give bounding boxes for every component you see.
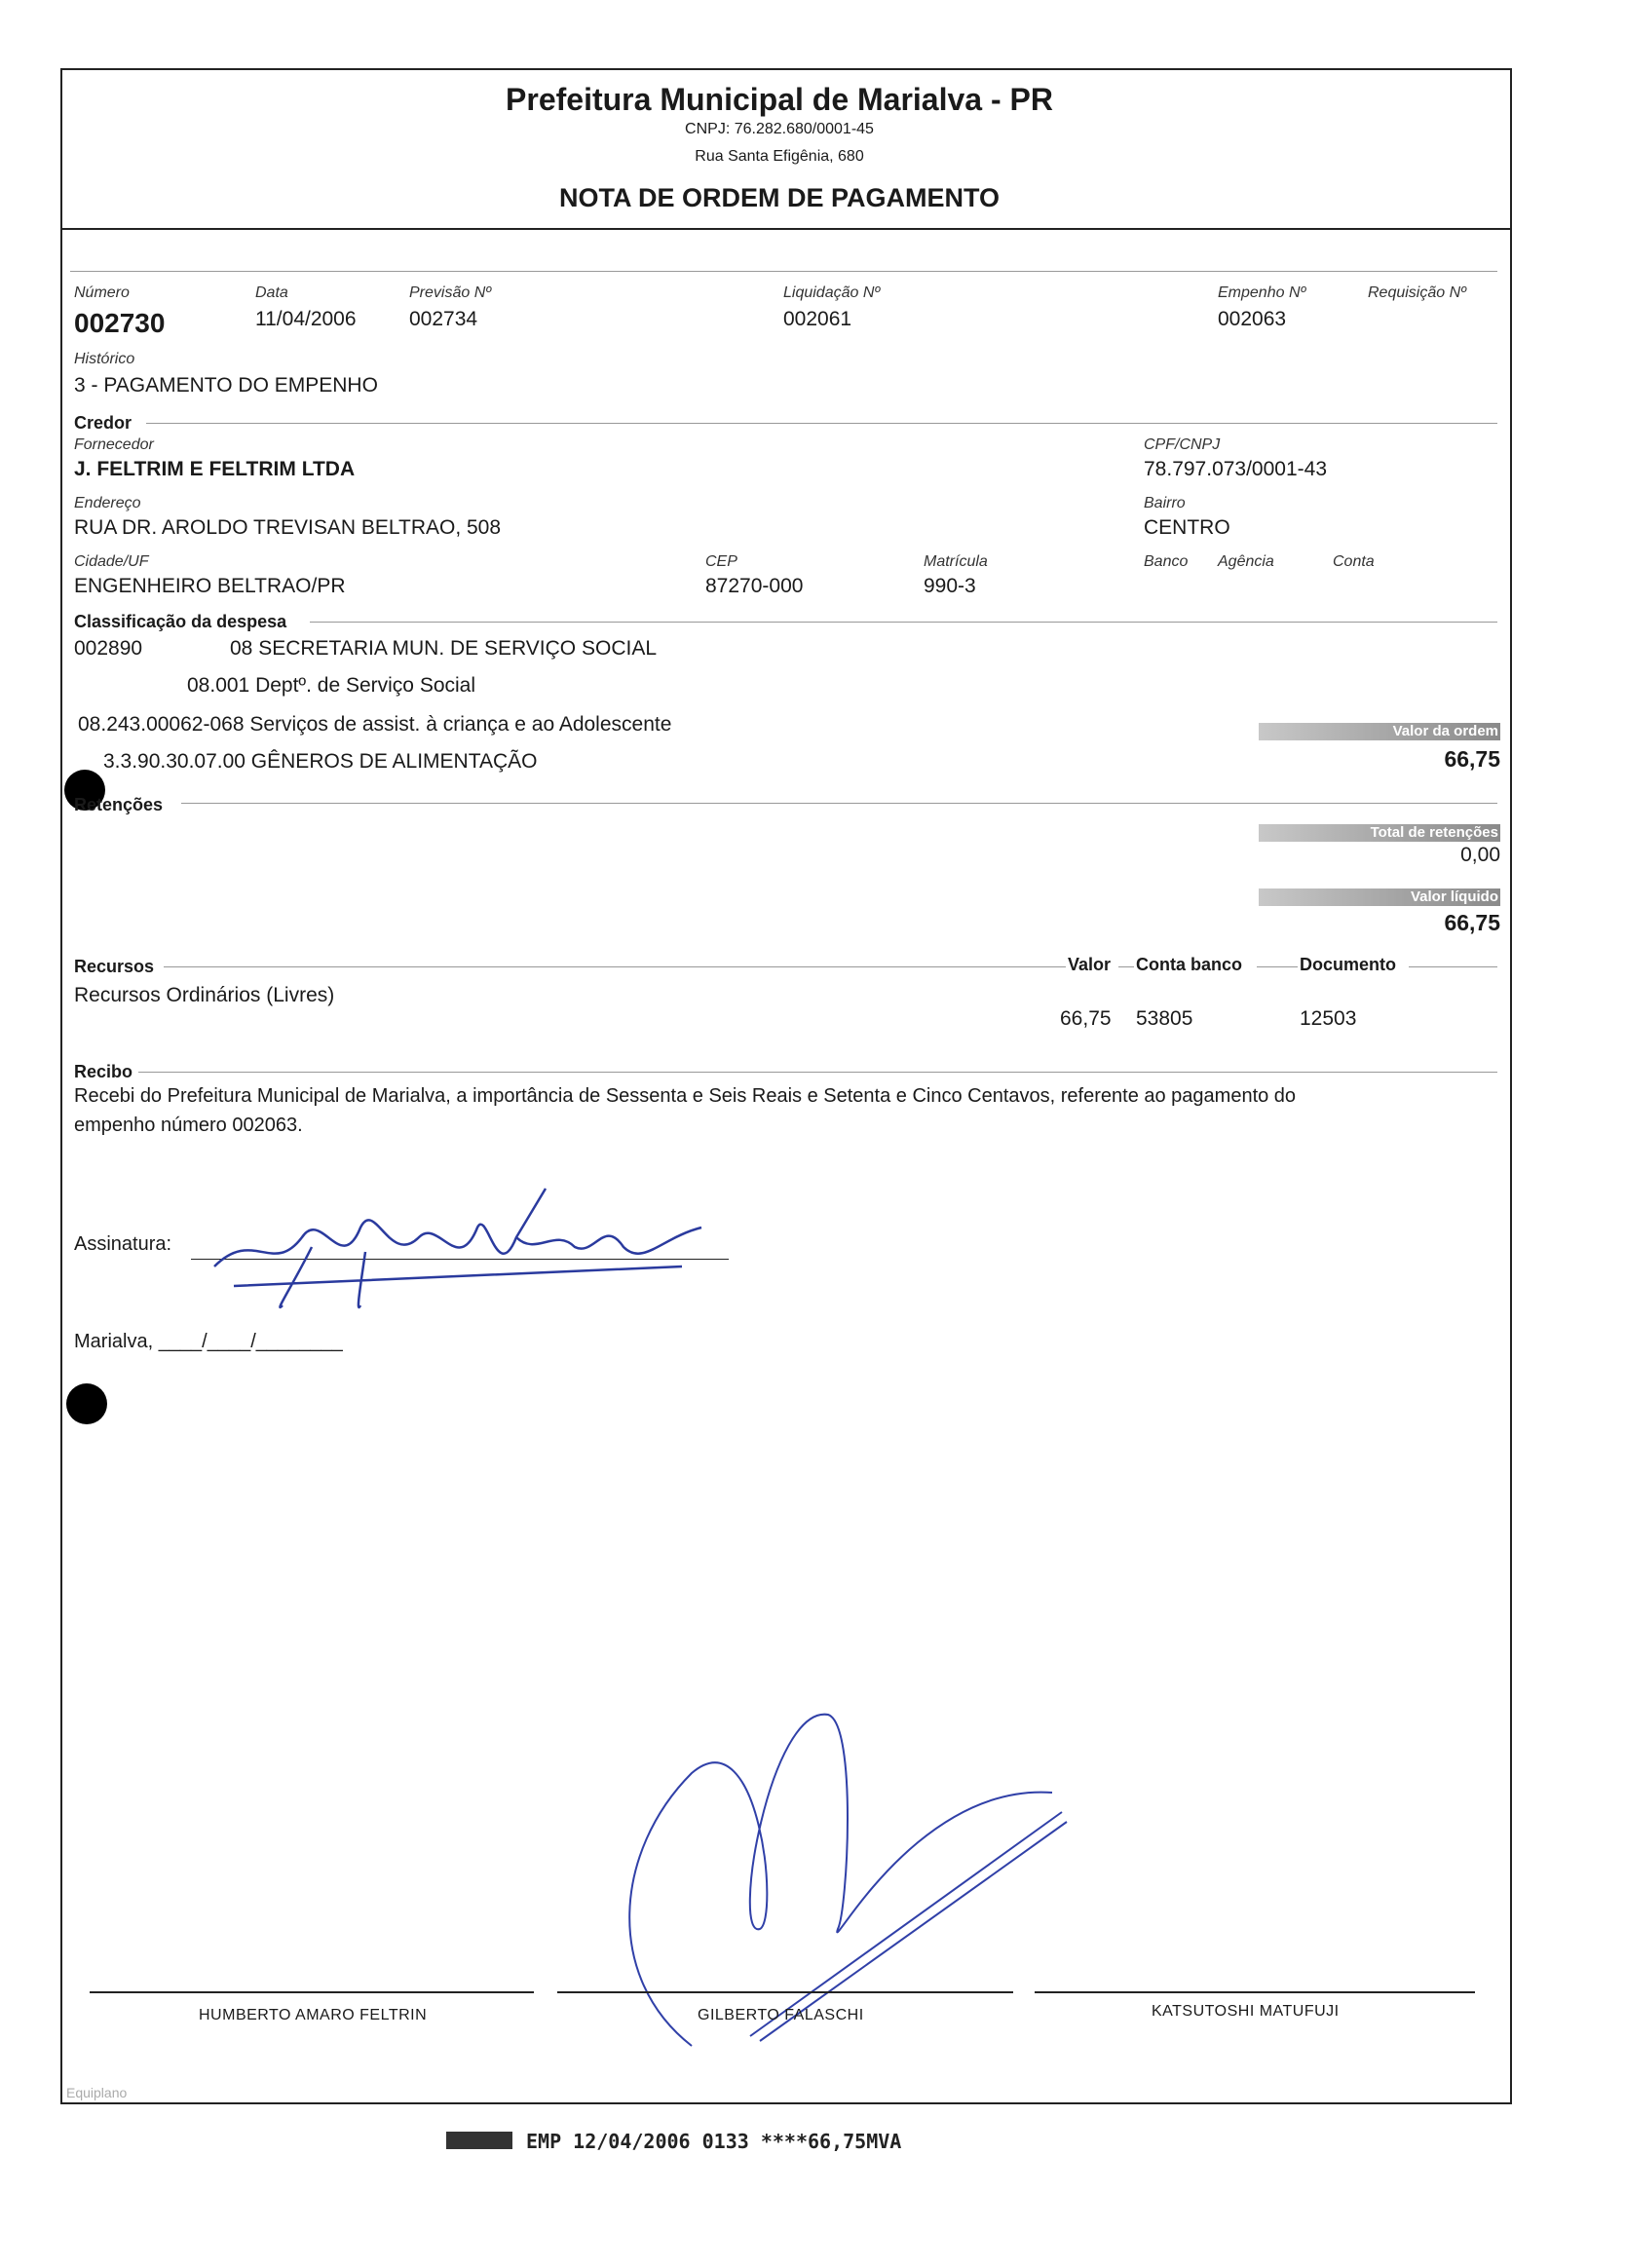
recursos-valor: 66,75 xyxy=(1060,1007,1112,1030)
liquidacao-value: 002061 xyxy=(783,308,852,330)
signature-line-2 xyxy=(557,1991,1013,1993)
cpf-value: 78.797.073/0001-43 xyxy=(1144,458,1328,480)
document-title: NOTA DE ORDEM DE PAGAMENTO xyxy=(558,183,1000,212)
recursos-section: Recursos xyxy=(74,957,155,976)
historico-value: 3 - PAGAMENTO DO EMPENHO xyxy=(74,374,378,397)
org-cnpj: CNPJ: 76.282.680/0001-45 xyxy=(685,121,874,137)
payment-stamp: EMP 12/04/2006 0133 ****66,75MVA xyxy=(526,2130,902,2153)
signatario-2: GILBERTO FALASCHI xyxy=(698,2007,864,2023)
valor-liquido-value: 66,75 xyxy=(1444,910,1500,935)
matricula-label: Matrícula xyxy=(924,553,988,570)
empenho-value: 002063 xyxy=(1218,308,1287,330)
requisicao-label: Requisição Nº xyxy=(1368,284,1466,301)
local-data: Marialva, ____/____/________ xyxy=(74,1331,343,1352)
banco-label: Banco xyxy=(1144,553,1189,570)
classificacao-secretaria: 08 SECRETARIA MUN. DE SERVIÇO SOCIAL xyxy=(230,637,658,660)
signatario-3: KATSUTOSHI MATUFUJI xyxy=(1152,2003,1340,2020)
valor-ordem-label: Valor da ordem xyxy=(1259,723,1500,740)
rule-top xyxy=(70,271,1497,272)
rule-recursos xyxy=(164,966,1066,967)
recibo-signature xyxy=(195,1169,740,1325)
recursos-valor-label: Valor xyxy=(1068,955,1112,974)
bairro-label: Bairro xyxy=(1144,495,1186,511)
recibo-texto-1: Recebi do Prefeitura Municipal de Marialva, a importância de Sessenta e Seis Reais e Setenta e Cinco Centavos, referente ao pagamento do xyxy=(74,1085,1297,1107)
bairro-value: CENTRO xyxy=(1144,516,1230,539)
agencia-label: Agência xyxy=(1218,553,1274,570)
cpf-label: CPF/CNPJ xyxy=(1144,436,1221,453)
assinatura-label: Assinatura: xyxy=(74,1233,172,1255)
cidade-value: ENGENHEIRO BELTRAO/PR xyxy=(74,575,346,597)
punch-hole-2 xyxy=(66,1383,107,1424)
previsao-label: Previsão Nº xyxy=(409,284,492,301)
rule-recursos-4 xyxy=(1409,966,1497,967)
historico-label: Histórico xyxy=(74,351,135,367)
software-name: Equiplano xyxy=(66,2085,128,2100)
conta-label: Conta xyxy=(1333,553,1375,570)
valor-ordem-value: 66,75 xyxy=(1444,746,1500,772)
empenho-label: Empenho Nº xyxy=(1218,284,1306,301)
recursos-conta: 53805 xyxy=(1136,1007,1193,1030)
rule-recibo xyxy=(138,1072,1497,1073)
signature-line-1 xyxy=(90,1991,534,1993)
fornecedor-value: J. FELTRIM E FELTRIM LTDA xyxy=(74,458,356,480)
recibo-section: Recibo xyxy=(74,1062,133,1081)
cep-label: CEP xyxy=(705,553,737,570)
numero-label: Número xyxy=(74,284,130,301)
rule-retencoes xyxy=(181,803,1497,804)
recibo-texto-2: empenho número 002063. xyxy=(74,1115,303,1136)
endereco-value: RUA DR. AROLDO TREVISAN BELTRAO, 508 xyxy=(74,516,502,539)
signatario-1: HUMBERTO AMARO FELTRIN xyxy=(199,2007,428,2023)
stamp-mark xyxy=(446,2132,512,2149)
retencoes-section: Retenções xyxy=(74,795,164,814)
previsao-value: 002734 xyxy=(409,308,478,330)
recursos-conta-label: Conta banco xyxy=(1136,955,1243,974)
recursos-documento-label: Documento xyxy=(1300,955,1396,974)
cidade-label: Cidade/UF xyxy=(74,553,149,570)
matricula-value: 990-3 xyxy=(924,575,976,597)
rule-classificacao xyxy=(310,622,1497,623)
credor-section: Credor xyxy=(74,413,132,433)
valor-liquido-label: Valor líquido xyxy=(1259,888,1500,906)
rule-recursos-3 xyxy=(1257,966,1298,967)
classificacao-departamento: 08.001 Deptº. de Serviço Social xyxy=(187,674,476,697)
recursos-documento: 12503 xyxy=(1300,1007,1357,1030)
fornecedor-label: Fornecedor xyxy=(74,436,154,453)
total-retencoes-value: 0,00 xyxy=(1460,844,1500,866)
classificacao-codigo: 002890 xyxy=(74,637,143,660)
classificacao-section: Classificação da despesa xyxy=(74,612,287,631)
header-divider xyxy=(60,228,1512,230)
classificacao-programa: 08.243.00062-068 Serviços de assist. à criança e ao Adolescente xyxy=(78,713,672,736)
rule-credor xyxy=(146,423,1497,424)
org-address: Rua Santa Efigênia, 680 xyxy=(695,148,864,165)
total-retencoes-label: Total de retenções xyxy=(1259,824,1500,842)
endereco-label: Endereço xyxy=(74,495,141,511)
classificacao-elemento: 3.3.90.30.07.00 GÊNEROS DE ALIMENTAÇÃO xyxy=(103,750,538,773)
cep-value: 87270-000 xyxy=(705,575,804,597)
signature-line-3 xyxy=(1035,1991,1475,1993)
data-value: 11/04/2006 xyxy=(255,308,357,330)
recursos-descricao: Recursos Ordinários (Livres) xyxy=(74,984,335,1006)
org-title: Prefeitura Municipal de Marialva - PR xyxy=(506,82,1053,117)
numero-value: 002730 xyxy=(74,308,166,338)
liquidacao-label: Liquidação Nº xyxy=(783,284,881,301)
data-label: Data xyxy=(255,284,288,301)
rule-recursos-2 xyxy=(1118,966,1134,967)
